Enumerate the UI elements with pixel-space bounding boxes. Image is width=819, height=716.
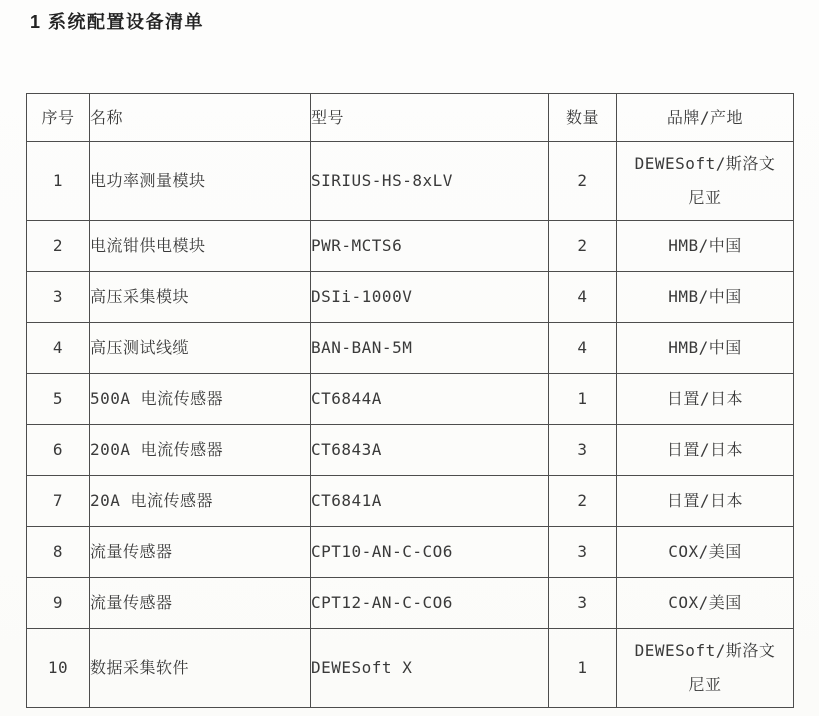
cell-name: 200A 电流传感器 [90,425,311,476]
cell-name: 数据采集软件 [90,629,311,708]
brand-line: DEWESoft/斯洛文 [634,154,776,173]
cell-index: 8 [27,527,90,578]
cell-index: 3 [27,272,90,323]
brand-line: 日置/日本 [666,491,744,510]
cell-brand [617,629,794,708]
cell-qty: 3 [549,527,617,578]
cell-model: SIRIUS-HS-8xLV [311,142,549,221]
cell-index: 6 [27,425,90,476]
cell-qty: 3 [549,425,617,476]
cell-qty: 4 [549,272,617,323]
brand-line: COX/美国 [668,542,742,561]
cell-index: 10 [27,629,90,708]
cell-brand [617,578,794,629]
table-row [27,476,794,527]
cell-brand [617,476,794,527]
cell-name: 流量传感器 [90,527,311,578]
table-row [27,142,794,221]
table-row [27,272,794,323]
column-header-model: 型号 [311,94,549,142]
cell-index: 2 [27,221,90,272]
cell-qty: 2 [549,221,617,272]
table-row [27,527,794,578]
cell-brand [617,323,794,374]
brand-line: 尼亚 [688,675,722,694]
cell-name: 流量传感器 [90,578,311,629]
cell-qty: 3 [549,578,617,629]
brand-line: 日置/日本 [666,440,744,459]
brand-line: 尼亚 [688,188,722,207]
cell-model: CT6844A [311,374,549,425]
cell-model: CPT10-AN-C-CO6 [311,527,549,578]
cell-brand [617,272,794,323]
cell-name: 500A 电流传感器 [90,374,311,425]
cell-model: CPT12-AN-C-CO6 [311,578,549,629]
cell-model: CT6843A [311,425,549,476]
brand-line: HMB/中国 [668,236,742,255]
column-header-name: 名称 [90,94,311,142]
equipment-table [26,93,794,708]
cell-name: 高压测试线缆 [90,323,311,374]
cell-name: 高压采集模块 [90,272,311,323]
page-title: 1 系统配置设备清单 [30,12,205,32]
cell-qty: 2 [549,142,617,221]
brand-line: COX/美国 [668,593,742,612]
cell-model: DSIi-1000V [311,272,549,323]
cell-brand [617,221,794,272]
cell-index: 4 [27,323,90,374]
cell-model: BAN-BAN-5M [311,323,549,374]
table-row [27,374,794,425]
cell-model: DEWESoft X [311,629,549,708]
table-row [27,629,794,708]
cell-model: CT6841A [311,476,549,527]
cell-qty: 2 [549,476,617,527]
column-header-brand: 品牌/产地 [617,94,794,142]
brand-line: 日置/日本 [666,389,744,408]
column-header-index: 序号 [27,94,90,142]
cell-index: 5 [27,374,90,425]
brand-line: DEWESoft/斯洛文 [634,641,776,660]
cell-brand [617,374,794,425]
table-row [27,578,794,629]
table-row [27,425,794,476]
cell-index: 1 [27,142,90,221]
brand-line: HMB/中国 [668,287,742,306]
cell-model: PWR-MCTS6 [311,221,549,272]
cell-name: 20A 电流传感器 [90,476,311,527]
cell-brand [617,425,794,476]
cell-brand [617,527,794,578]
cell-index: 9 [27,578,90,629]
cell-qty: 4 [549,323,617,374]
cell-qty: 1 [549,629,617,708]
table-row [27,221,794,272]
brand-line: HMB/中国 [668,338,742,357]
cell-name: 电流钳供电模块 [90,221,311,272]
cell-index: 7 [27,476,90,527]
cell-brand [617,142,794,221]
header-row [27,94,794,142]
cell-qty: 1 [549,374,617,425]
table-row [27,323,794,374]
column-header-qty: 数量 [549,94,617,142]
cell-name: 电功率测量模块 [90,142,311,221]
